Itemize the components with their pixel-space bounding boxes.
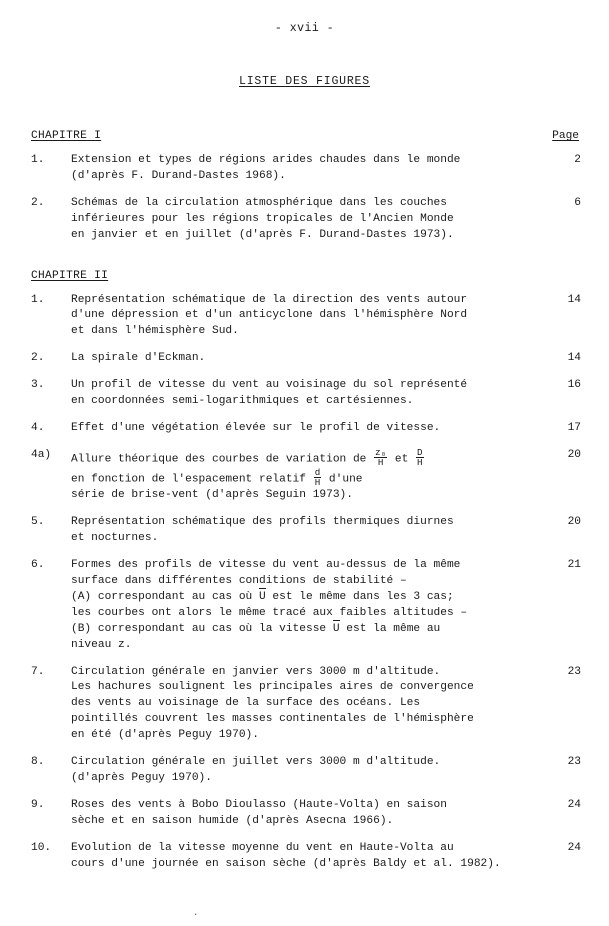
entry-page: 20 <box>567 516 581 529</box>
entry-line: les courbes ont alors le même tracé aux faibles altitudes – <box>71 606 468 619</box>
entry-line: surface dans différentes conditions de stabilité – <box>71 575 407 587</box>
entry-text <box>71 421 547 437</box>
entry-line: La spirale d'Eckman. <box>71 352 206 365</box>
entry-line: d'une dépression et d'un anticyclone dans l'hémisphère Nord <box>71 309 468 322</box>
list-item <box>31 515 581 547</box>
entry-line: Représentation schématique des profils thermiques diurnes <box>71 516 454 529</box>
entry-line: Allure théorique des courbes de variation de $\frac{\text{z₀}}{H}$ et $\frac{D}{H}$ <box>71 446 423 469</box>
section-spacer <box>31 244 581 254</box>
entry-line: (d'après Peguy 1970). <box>71 771 212 784</box>
entry-line: en été (d'après Peguy 1970). <box>71 729 259 742</box>
page-number: - xvii - <box>274 22 335 35</box>
entry-line: Schémas de la circulation atmosphérique dans les couches <box>71 196 447 209</box>
entry-text <box>71 448 547 504</box>
fraction-D-over-H <box>416 448 424 467</box>
chapter-header-row <box>31 270 581 282</box>
list-item <box>31 421 581 437</box>
entry-line: Effet d'une végétation élevée sur le profil de vitesse. <box>71 421 441 434</box>
fraction-numerator: d <box>314 467 321 479</box>
entry-number: 10. <box>31 841 52 854</box>
list-item <box>31 351 581 367</box>
list-item <box>31 841 581 873</box>
entry-line: cours d'une journée en saison sèche (d'après Baldy et al. 1982). <box>71 857 501 870</box>
list-item <box>31 153 581 185</box>
entry-number: 4a) <box>31 448 52 461</box>
entry-line: sèche et en saison humide (d'après Asecna 1966). <box>71 814 394 827</box>
entry-line: Circulation générale en juillet vers 3000 m d'altitude. <box>71 756 441 769</box>
entry-line: en coordonnées semi-logarithmiques et cartésiennes. <box>71 395 414 408</box>
entry-line: Formes des profils de vitesse du vent au-dessus de la même <box>71 559 461 572</box>
entry-page: 14 <box>567 293 581 306</box>
entry-line: en janvier et en juillet (d'après F. Durand-Dastes 1973). <box>71 228 454 241</box>
list-item <box>31 378 581 410</box>
page-artifact-mark: . <box>193 908 199 918</box>
u-bar-symbol: U <box>333 622 340 638</box>
entry-text <box>71 515 547 547</box>
list-item <box>31 293 581 341</box>
entry-text <box>71 378 547 410</box>
entry-text <box>71 755 547 787</box>
entry-line: en fonction de l'espacement relatif $\frac{d}{H}$ d'une <box>71 467 363 489</box>
entry-number: 7. <box>31 665 45 678</box>
entry-line: des vents au voisinage de la surface des océans. Les <box>71 697 421 710</box>
entry-page: 23 <box>567 756 581 769</box>
entry-number: 2. <box>31 352 45 365</box>
entry-number: 3. <box>31 379 45 392</box>
entry-line: inférieures pour les régions tropicales de l'Ancien Monde <box>71 212 454 225</box>
entry-number: 2. <box>31 196 45 209</box>
entry-page: 2 <box>574 154 581 166</box>
fraction-d-over-H <box>314 468 322 487</box>
entry-number: 5. <box>31 516 45 529</box>
chapter-header-row <box>31 130 581 142</box>
entry-text <box>71 153 547 185</box>
entry-text <box>71 293 547 341</box>
chapter-heading-1: CHAPITRE I <box>31 130 102 142</box>
entry-line: (d'après F. Durand-Dastes 1968). <box>71 169 286 182</box>
entry-text <box>71 558 547 653</box>
u-bar-symbol: U <box>259 590 266 606</box>
entry-line: niveau z. <box>71 638 132 651</box>
entry-line: Roses des vents à Bobo Dioulasso (Haute-Volta) en saison <box>71 798 447 811</box>
entry-number: 8. <box>31 756 45 769</box>
entry-line: série de brise-vent (d'après Seguin 1973). <box>71 489 353 502</box>
entry-number: 1. <box>31 293 45 306</box>
page-title: LISTE DES FIGURES <box>239 75 370 88</box>
entry-text <box>71 351 547 367</box>
page-column-header: Page <box>552 130 579 142</box>
chapter-heading-2: CHAPITRE II <box>31 269 109 282</box>
entry-line: et dans l'hémisphère Sud. <box>71 325 239 338</box>
entry-page: 24 <box>567 841 581 854</box>
entry-line: Un profil de vitesse du vent au voisinage du sol représenté <box>71 379 468 392</box>
entry-text <box>71 665 547 745</box>
entry-line: (B) correspondant au cas où la vitesse U est la même au <box>71 622 537 638</box>
entry-line: pointillés couvrent les masses continentales de l'hémisphère <box>71 713 474 726</box>
entry-page: 6 <box>574 196 581 209</box>
entry-number: 4. <box>31 421 45 434</box>
entry-line: Représentation schématique de la direction des vents autour <box>71 293 468 306</box>
list-item <box>31 448 581 504</box>
fraction-numerator: z₀ <box>375 446 387 458</box>
entry-page: 20 <box>567 448 581 461</box>
list-item <box>31 798 581 830</box>
entry-text <box>71 841 547 873</box>
entry-text <box>71 798 547 830</box>
entry-page: 21 <box>567 559 581 572</box>
entry-line: Evolution de la vitesse moyenne du vent en Haute-Volta au <box>71 841 454 854</box>
entry-number: 9. <box>31 798 45 811</box>
fraction-z0-over-H <box>374 448 387 467</box>
fraction-numerator: D <box>417 446 423 458</box>
list-item <box>31 665 581 745</box>
fraction-denominator: H <box>314 477 321 489</box>
list-item <box>31 558 581 653</box>
entry-number: 6. <box>31 559 45 572</box>
entry-page: 23 <box>567 665 581 678</box>
entry-page: 14 <box>567 352 581 365</box>
list-item <box>31 196 581 244</box>
fraction-denominator: H <box>377 457 384 469</box>
document-page <box>0 22 609 926</box>
entry-line: Circulation générale en janvier vers 3000 m d'altitude. <box>71 665 441 678</box>
figure-list <box>0 130 609 873</box>
entry-page: 16 <box>567 379 581 392</box>
entry-page: 17 <box>567 421 581 434</box>
list-item <box>31 755 581 787</box>
entry-line: Les hachures soulignent les principales aires de convergence <box>71 681 474 694</box>
entry-line: (A) correspondant au cas où U est le même dans les 3 cas; <box>71 590 537 606</box>
entry-page: 24 <box>567 798 581 811</box>
entry-line: Extension et types de régions arides chaudes dans le monde <box>71 154 461 166</box>
entry-text <box>71 196 547 244</box>
entry-number: 1. <box>31 154 45 166</box>
entry-line: et nocturnes. <box>71 532 159 545</box>
fraction-denominator: H <box>417 457 423 469</box>
